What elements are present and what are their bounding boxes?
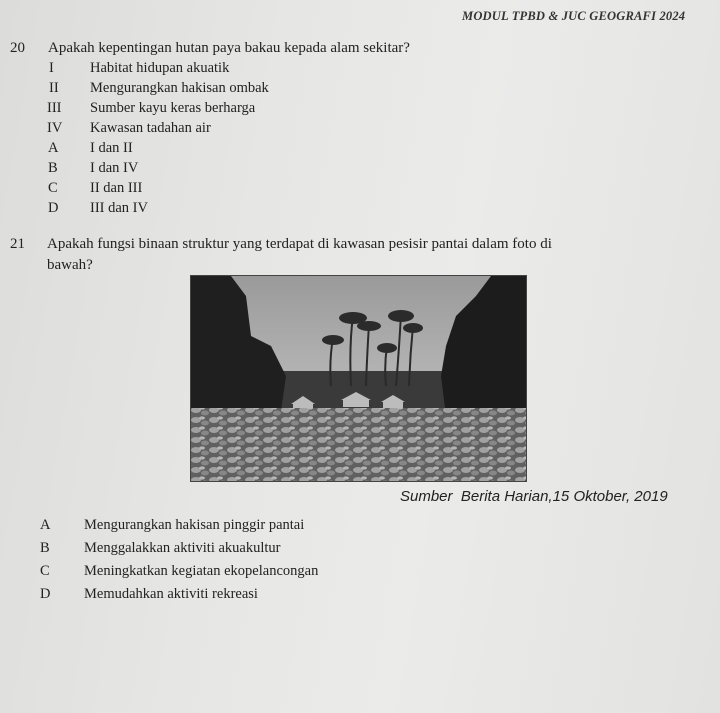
q20-option-text: I dan IV: [90, 160, 139, 176]
q21-number: 21: [10, 236, 25, 252]
q21-question-line1: Apakah fungsi binaan struktur yang terdapat di kawasan pesisir pantai dalam foto di: [47, 236, 552, 252]
q21-option-text: Mengurangkan hakisan pinggir pantai: [84, 517, 305, 533]
q20-option-text: III dan IV: [90, 200, 148, 216]
q20-option-text: I dan II: [90, 140, 133, 156]
q20-number: 20: [10, 40, 25, 56]
q21-question-line2: bawah?: [47, 257, 93, 273]
module-header: MODUL TPBD & JUC GEOGRAFI 2024: [462, 9, 686, 23]
q20-option-letter: B: [48, 160, 58, 176]
source-date: 15 Oktober, 2019: [552, 488, 668, 505]
q20-statement-text: Sumber kayu keras berharga: [90, 100, 256, 116]
coastal-photo-illustration: [191, 276, 526, 481]
q21-option-text: Memudahkan aktiviti rekreasi: [84, 586, 258, 602]
q20-statement-roman: III: [47, 100, 62, 116]
q20-option-letter: C: [48, 180, 58, 196]
q20-statement-text: Kawasan tadahan air: [90, 120, 211, 136]
q20-statement-roman: IV: [47, 120, 63, 136]
source-label: Sumber: [400, 488, 453, 505]
source-title: Berita Harian,: [460, 488, 553, 505]
q21-option-letter: D: [40, 586, 51, 602]
q21-option-text: Menggalakkan aktiviti akuakultur: [84, 540, 281, 556]
q20-statement-text: Habitat hidupan akuatik: [90, 60, 230, 76]
q21-option-letter: B: [40, 540, 50, 556]
q20-option-text: II dan III: [90, 180, 143, 196]
q20-option-letter: D: [48, 200, 59, 216]
q21-option-letter: A: [40, 517, 51, 533]
coastal-structure-photo: [190, 275, 527, 482]
q20-question: Apakah kepentingan hutan paya bakau kepada alam sekitar?: [48, 40, 410, 56]
q20-statement-text: Mengurangkan hakisan ombak: [90, 80, 269, 96]
q20-option-letter: A: [48, 140, 59, 156]
photo-source-caption: [400, 488, 668, 505]
q21-option-text: Meningkatkan kegiatan ekopelancongan: [84, 563, 319, 579]
q20-statement-roman: I: [49, 60, 54, 76]
q21-option-letter: C: [40, 563, 50, 579]
q20-statement-roman: II: [49, 80, 59, 96]
